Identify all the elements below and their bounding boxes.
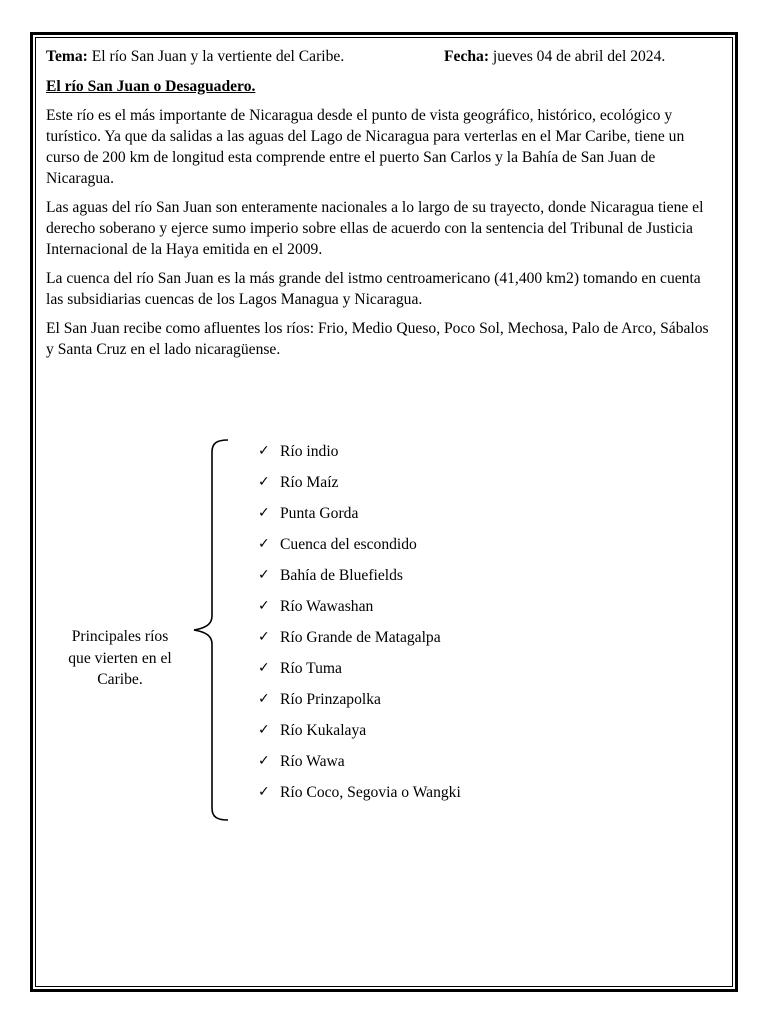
list-item: [258, 564, 461, 595]
river-name: Cuenca del escondido: [280, 536, 417, 553]
diagram-label: [50, 626, 190, 691]
river-name: Bahía de Bluefields: [280, 567, 403, 584]
checkmark-icon: ✓: [258, 784, 270, 800]
header-line: [46, 46, 718, 68]
list-item: [258, 440, 461, 471]
checkmark-icon: ✓: [258, 691, 270, 707]
list-item: [258, 657, 461, 688]
diagram-label-line: Principales ríos: [71, 628, 169, 645]
river-list: [258, 440, 461, 812]
river-name: Río Wawashan: [280, 598, 374, 615]
checkmark-icon: ✓: [258, 443, 270, 459]
topic-label: Tema:: [46, 48, 88, 65]
date-label: Fecha:: [444, 48, 490, 65]
checkmark-icon: ✓: [258, 567, 270, 583]
list-item: [258, 719, 461, 750]
paragraph: El San Juan recibe como afluentes los ríos: Frio, Medio Queso, Poco Sol, Mechosa, Palo de Arco, Sábalos y Santa Cruz en el lado nicaragüense.: [46, 320, 709, 358]
list-item: [258, 750, 461, 781]
paragraph: La cuenca del río San Juan es la más grande del istmo centroamericano (41,400 km2) tomando en cuenta las subsidiarias cuencas de los Lagos Managua y Nicaragua.: [46, 270, 701, 308]
list-item: [258, 595, 461, 626]
river-name: Río Wawa: [280, 753, 345, 770]
document-body: [46, 46, 718, 368]
checkmark-icon: ✓: [258, 505, 270, 521]
diagram-label-line: Caribe.: [97, 671, 143, 688]
river-name: Río Grande de Matagalpa: [280, 629, 441, 646]
checkmark-icon: ✓: [258, 753, 270, 769]
river-name: Punta Gorda: [280, 505, 359, 522]
list-item: [258, 781, 461, 812]
section-title: El río San Juan o Desaguadero.: [46, 78, 256, 95]
list-item: [258, 502, 461, 533]
checkmark-icon: ✓: [258, 536, 270, 552]
checkmark-icon: ✓: [258, 598, 270, 614]
river-name: Río Tuma: [280, 660, 342, 677]
topic-value: El río San Juan y la vertiente del Caribe.: [87, 48, 345, 65]
river-name: Río Kukalaya: [280, 722, 367, 739]
checkmark-icon: ✓: [258, 629, 270, 645]
checkmark-icon: ✓: [258, 474, 270, 490]
checkmark-icon: ✓: [258, 660, 270, 676]
list-item: [258, 533, 461, 564]
river-name: Río indio: [280, 443, 339, 460]
list-item: [258, 471, 461, 502]
paragraph: Las aguas del río San Juan son enteramente nacionales a lo largo de su trayecto, donde Nicaragua tiene el derecho soberano y ejerce sumo imperio sobre ellas de acuerdo con la sentencia del Tribunal de Justicia Internacional de la Haya emitida en el 2009.: [46, 199, 704, 258]
river-name: Río Prinzapolka: [280, 691, 381, 708]
curly-brace: [190, 438, 234, 822]
date: [444, 46, 665, 68]
river-name: Río Maíz: [280, 474, 339, 491]
diagram-label-line: que vierten en el: [68, 649, 172, 667]
date-value: jueves 04 de abril del 2024.: [489, 48, 666, 65]
list-item: [258, 688, 461, 719]
list-item: [258, 626, 461, 657]
topic: [46, 46, 444, 68]
river-name: Río Coco, Segovia o Wangki: [280, 784, 461, 801]
paragraph: Este río es el más importante de Nicaragua desde el punto de vista geográfico, histórico, ecológico y turístico. Ya que da salidas a las aguas del Lago de Nicaragua para verterlas en el Mar Caribe, tiene un curso de 200 km de longitud esta comprende entre el puerto San Carlos y la Bahía de San Juan de Nicaragua.: [46, 107, 685, 187]
checkmark-icon: ✓: [258, 722, 270, 738]
